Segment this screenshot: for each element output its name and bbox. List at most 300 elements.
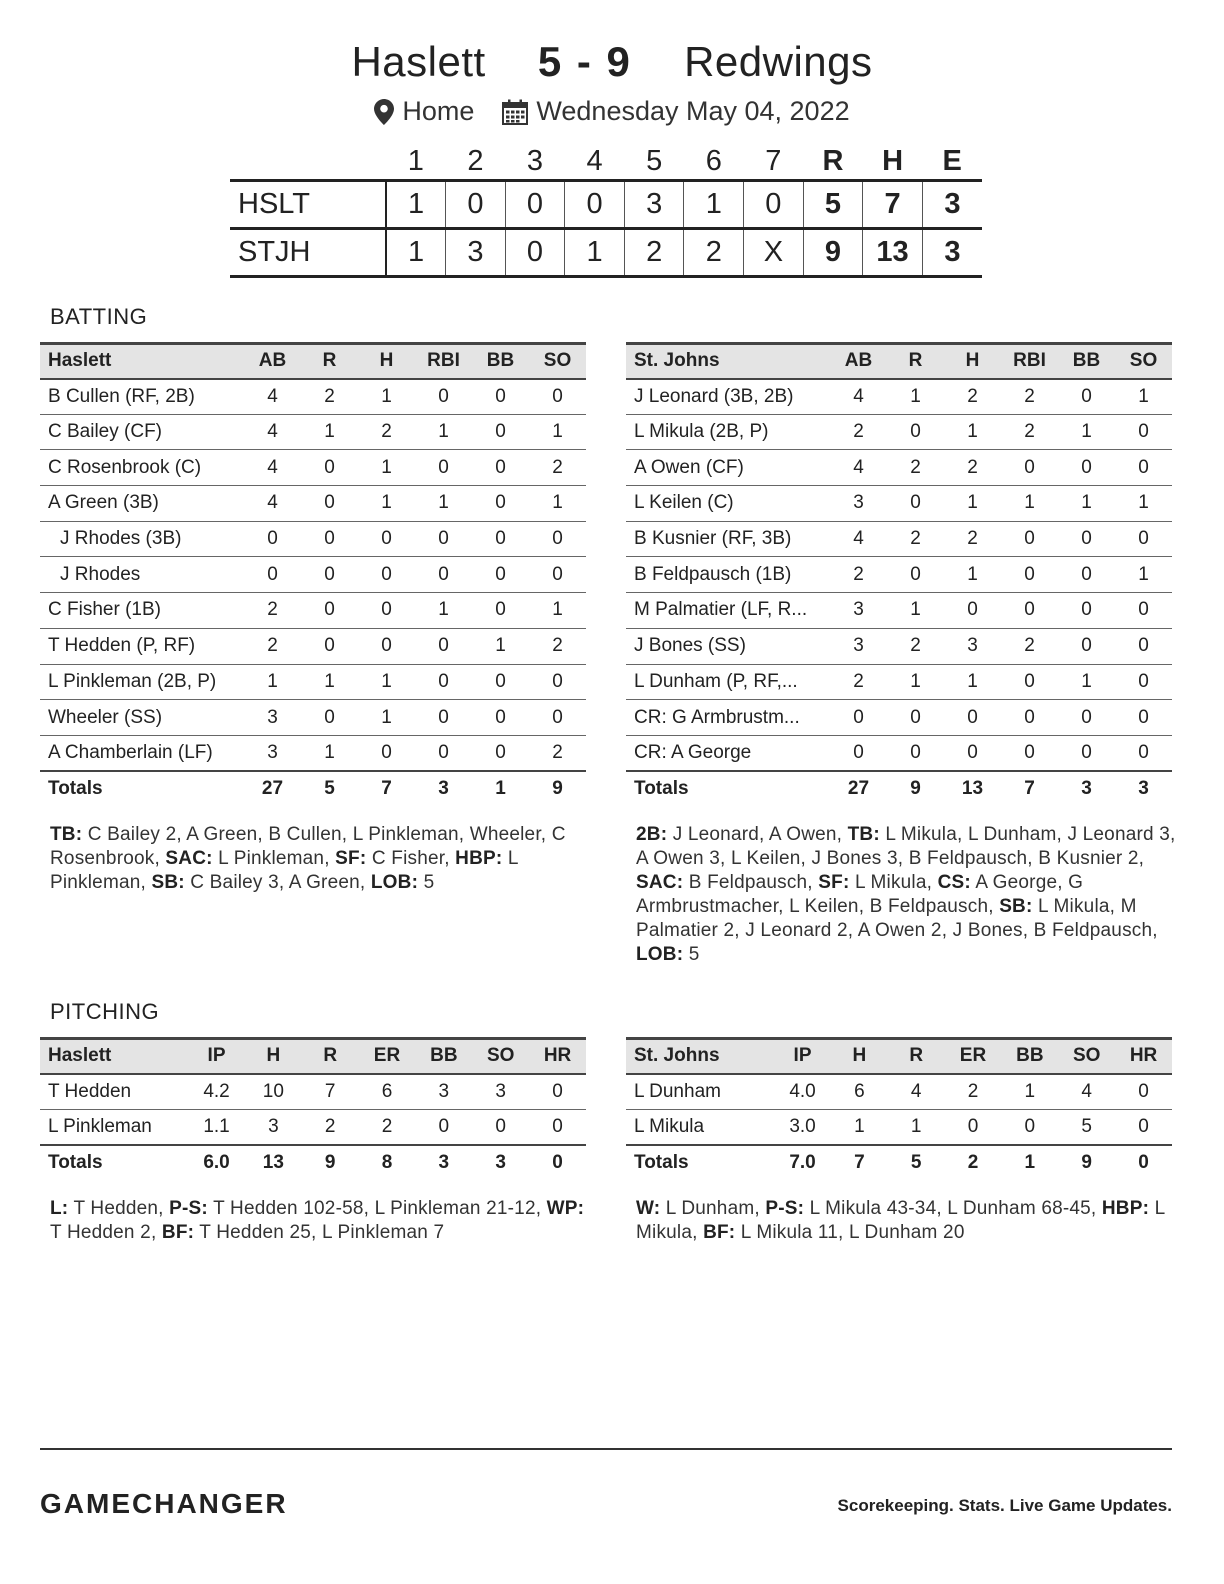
stat-cell: 4: [853, 385, 864, 407]
linescore-row-away: [230, 180, 982, 228]
stat-cell: 1: [324, 741, 335, 763]
column-header: AB: [844, 350, 873, 372]
stat-cell: 1: [910, 1115, 922, 1137]
stat-cell: 0: [552, 385, 563, 407]
inning-score: 2: [684, 228, 744, 276]
column-header: H: [266, 1045, 281, 1067]
stat-cell: 0: [1138, 528, 1149, 550]
totals-label: Totals: [634, 1151, 689, 1173]
inning-header: 4: [586, 144, 603, 177]
note-label: SF:: [818, 872, 850, 893]
stat-cell: 0: [324, 456, 335, 478]
total-cell: 3: [1081, 778, 1092, 800]
map-pin-icon: [374, 99, 394, 125]
inning-score: 3: [624, 180, 684, 228]
stat-cell: 0: [552, 670, 563, 692]
note-text: L Mikula,: [636, 1198, 1165, 1243]
stat-cell: 1: [381, 706, 392, 728]
stat-cell: 0: [1138, 599, 1149, 621]
player-row: [40, 557, 586, 593]
column-header: HR: [543, 1045, 572, 1067]
inning-score: 3: [446, 228, 506, 276]
inning-header: 6: [705, 144, 722, 177]
away-team-name: Haslett: [351, 38, 486, 85]
pitching-table-home: [626, 1037, 1172, 1180]
hits-total: 7: [863, 180, 923, 228]
note-text: L Mikula, L Dunham, J Leonard 3, A Owen 3, L Keilen, J Bones 3, B Feldpausch, B Kusnier 2,: [636, 824, 1176, 869]
stat-cell: 0: [910, 563, 921, 585]
pitching-notes-home: [636, 1197, 1176, 1245]
note-text: T Hedden,: [68, 1198, 170, 1219]
inning-header: 1: [407, 144, 424, 177]
total-cell: 0: [1138, 1151, 1149, 1173]
column-header: SO: [486, 1045, 515, 1067]
player-name: B Cullen (RF, 2B): [48, 385, 195, 407]
player-row: [626, 628, 1172, 664]
player-name: Wheeler (SS): [48, 706, 163, 728]
pitching-table-away: [40, 1037, 586, 1180]
player-name: L Mikula: [634, 1115, 705, 1137]
stat-cell: 1: [495, 635, 506, 657]
player-row: [626, 664, 1172, 700]
stat-cell: 2: [910, 528, 921, 550]
errors-total: 3: [922, 228, 982, 276]
stat-cell: 0: [438, 635, 449, 657]
total-cell: 7: [381, 778, 392, 800]
player-row: [626, 1074, 1172, 1110]
player-row: [40, 593, 586, 629]
total-cell: 5: [324, 778, 335, 800]
table-header-row: [626, 1039, 1172, 1074]
inning-score: 1: [565, 228, 625, 276]
player-row: [626, 593, 1172, 629]
note-text: L Pinkleman,: [50, 848, 518, 893]
stat-cell: 4: [267, 456, 278, 478]
stat-cell: 0: [1024, 741, 1035, 763]
stat-cell: 0: [438, 741, 449, 763]
calendar-icon: [502, 99, 528, 125]
note-label: TB:: [847, 824, 880, 845]
note-label: W:: [636, 1198, 661, 1219]
inning-score: 0: [505, 180, 565, 228]
stat-cell: 0: [495, 563, 506, 585]
totals-label: Totals: [634, 778, 689, 800]
stat-cell: 0: [438, 1115, 450, 1137]
stat-cell: 3: [268, 1115, 279, 1137]
player-row: [626, 486, 1172, 522]
stat-cell: 1: [552, 421, 563, 443]
player-name: L Dunham (P, RF,...: [634, 670, 798, 692]
note-label: SB:: [151, 872, 185, 893]
inning-header: 5: [646, 144, 663, 177]
stat-cell: 0: [1138, 741, 1149, 763]
stat-cell: 4.2: [203, 1080, 230, 1102]
total-cell: 27: [847, 778, 870, 800]
stat-cell: 1: [381, 456, 392, 478]
stat-cell: 3.0: [789, 1115, 816, 1137]
player-name: L Keilen (C): [634, 492, 734, 514]
stat-cell: 0: [967, 599, 978, 621]
note-label: L:: [50, 1198, 69, 1219]
column-header: R: [908, 350, 923, 372]
stat-cell: 4: [910, 1080, 922, 1102]
inning-score: 0: [505, 228, 565, 276]
player-name: B Kusnier (RF, 3B): [634, 528, 792, 550]
note-label: WP:: [546, 1198, 585, 1219]
team-abbr: HSLT: [230, 180, 386, 228]
stat-cell: 1: [910, 599, 921, 621]
note-text: L Mikula,: [849, 872, 938, 893]
stat-cell: 0: [1081, 456, 1092, 478]
stat-cell: 6: [381, 1080, 393, 1102]
player-row: [40, 1109, 586, 1145]
stat-cell: 0: [910, 492, 921, 514]
stat-cell: 0: [1024, 456, 1035, 478]
column-header: BB: [1016, 1045, 1044, 1067]
note-text: L Dunham,: [660, 1198, 766, 1219]
stat-cell: 0: [1138, 635, 1149, 657]
stat-cell: 1: [1138, 492, 1149, 514]
player-name: L Dunham: [634, 1080, 721, 1102]
total-cell: 2: [967, 1151, 979, 1173]
stat-cell: 0: [1081, 706, 1092, 728]
column-header: R: [323, 1045, 338, 1067]
stat-cell: 2: [267, 635, 278, 657]
stat-cell: 2: [1024, 421, 1035, 443]
note-label: SAC:: [636, 872, 684, 893]
stat-cell: 2: [552, 741, 563, 763]
stat-cell: 1: [324, 670, 335, 692]
column-header: SO: [1129, 350, 1158, 372]
hits-total: 13: [863, 228, 923, 276]
note-label: BF:: [161, 1222, 195, 1243]
stat-cell: 1: [854, 1115, 865, 1137]
team-name-header: St. Johns: [634, 350, 720, 372]
totals-row: [40, 771, 586, 806]
final-score: 5 - 9: [537, 38, 632, 85]
inning-score: 1: [684, 180, 744, 228]
column-header: R: [322, 350, 337, 372]
runs-total: 5: [803, 180, 863, 228]
note-label: SF:: [335, 848, 367, 869]
player-row: [40, 735, 586, 771]
stat-cell: 3: [267, 741, 278, 763]
player-row: [40, 700, 586, 736]
stat-cell: 0: [910, 706, 921, 728]
stat-cell: 0: [438, 670, 449, 692]
stat-cell: 1: [324, 421, 335, 443]
game-date: [502, 96, 849, 127]
stat-cell: 0: [910, 741, 921, 763]
stat-cell: 0: [495, 492, 506, 514]
inning-score: X: [744, 228, 804, 276]
date-label: Wednesday May 04, 2022: [536, 96, 850, 126]
footer-divider: [40, 1448, 1172, 1450]
stat-cell: 4.0: [789, 1080, 816, 1102]
player-row: [626, 700, 1172, 736]
inning-header: 7: [765, 144, 782, 177]
stat-cell: 0: [438, 706, 449, 728]
stat-cell: 2: [853, 421, 864, 443]
stat-cell: 3: [853, 492, 864, 514]
note-label: P-S:: [169, 1198, 208, 1219]
team-name-header: Haslett: [48, 350, 112, 372]
stat-cell: 1: [910, 670, 921, 692]
note-label: HBP:: [1101, 1198, 1150, 1219]
column-header: ER: [959, 1045, 987, 1067]
stat-cell: 0: [495, 421, 506, 443]
total-cell: 9: [552, 778, 563, 800]
stat-cell: 0: [1138, 706, 1149, 728]
stat-cell: 0: [552, 563, 563, 585]
stat-cell: 4: [853, 528, 864, 550]
stat-cell: 4: [853, 456, 864, 478]
stat-cell: 0: [438, 385, 449, 407]
stat-cell: 0: [495, 670, 506, 692]
stat-cell: 0: [1081, 741, 1092, 763]
stat-cell: 0: [267, 528, 278, 550]
player-row: [626, 735, 1172, 771]
location: [374, 96, 474, 127]
player-name: J Rhodes (3B): [60, 528, 182, 550]
stat-cell: 2: [967, 1080, 979, 1102]
total-cell: 7: [854, 1151, 865, 1173]
stat-cell: 1: [1138, 563, 1149, 585]
stat-cell: 0: [967, 1115, 979, 1137]
inning-score: 2: [624, 228, 684, 276]
stat-cell: 0: [324, 599, 335, 621]
player-row: [40, 414, 586, 450]
stat-cell: 2: [267, 599, 278, 621]
player-name: T Hedden (P, RF): [48, 635, 196, 657]
player-name: CR: G Armbrustm...: [634, 706, 800, 728]
pitching-notes-away: [50, 1197, 590, 1245]
stat-cell: 3: [438, 1080, 450, 1102]
column-header: IP: [793, 1045, 812, 1067]
total-cell: 3: [1138, 778, 1149, 800]
stat-cell: 2: [324, 1115, 336, 1137]
stat-cell: 4: [267, 385, 278, 407]
note-text: 5: [683, 944, 700, 965]
stat-cell: 0: [1024, 528, 1035, 550]
player-name: A Chamberlain (LF): [48, 741, 213, 763]
team-abbr: STJH: [230, 228, 386, 276]
column-header: AB: [258, 350, 287, 372]
table-header-row: [626, 344, 1172, 379]
note-label: TB:: [50, 824, 83, 845]
stat-cell: 0: [1024, 599, 1035, 621]
errors-header: E: [942, 144, 962, 177]
stat-cell: 0: [381, 528, 392, 550]
stat-cell: 1: [967, 563, 978, 585]
batting-table-away: [40, 342, 586, 806]
total-cell: 3: [495, 1151, 506, 1173]
player-row: [626, 379, 1172, 415]
player-name: L Pinkleman (2B, P): [48, 670, 217, 692]
stat-cell: 0: [438, 456, 449, 478]
note-text: L Mikula 11, L Dunham 20: [735, 1222, 965, 1243]
stat-cell: 4: [1081, 1080, 1092, 1102]
stat-cell: 1: [438, 599, 449, 621]
note-text: L Mikula 43-34, L Dunham 68-45,: [804, 1198, 1102, 1219]
stat-cell: 2: [910, 635, 921, 657]
total-cell: 9: [1081, 1151, 1092, 1173]
player-row: [40, 628, 586, 664]
note-label: HBP:: [455, 848, 503, 869]
stat-cell: 0: [1024, 1115, 1036, 1137]
stat-cell: 0: [1081, 599, 1092, 621]
note-text: T Hedden 102-58, L Pinkleman 21-12,: [207, 1198, 547, 1219]
linescore-row-home: [230, 228, 982, 276]
player-row: [626, 1109, 1172, 1145]
player-name: C Fisher (1B): [48, 599, 161, 621]
stat-cell: 1: [967, 670, 978, 692]
linescore-table: [230, 144, 982, 278]
inning-header: 3: [526, 144, 544, 177]
stat-cell: 0: [381, 741, 392, 763]
stat-cell: 1: [552, 599, 563, 621]
stat-cell: 0: [853, 741, 864, 763]
stat-cell: 2: [1024, 385, 1035, 407]
column-header: BB: [486, 350, 515, 372]
stat-cell: 0: [1081, 635, 1092, 657]
stat-cell: 2: [853, 563, 864, 585]
stat-cell: 1: [381, 492, 392, 514]
stat-cell: 1: [438, 421, 449, 443]
column-header: H: [852, 1045, 867, 1067]
stat-cell: 6: [854, 1080, 865, 1102]
column-header: RBI: [427, 350, 460, 372]
total-cell: 3: [438, 778, 449, 800]
note-label: 2B:: [636, 824, 668, 845]
stat-cell: 3: [853, 599, 864, 621]
stat-cell: 0: [1138, 670, 1149, 692]
stat-cell: 3: [267, 706, 278, 728]
player-name: M Palmatier (LF, R...: [634, 599, 808, 621]
stat-cell: 0: [853, 706, 864, 728]
stat-cell: 1: [1024, 492, 1035, 514]
stat-cell: 0: [381, 599, 392, 621]
stat-cell: 0: [1081, 385, 1092, 407]
stat-cell: 3: [853, 635, 864, 657]
total-cell: 3: [438, 1151, 450, 1173]
totals-row: [40, 1145, 586, 1180]
stat-cell: 3: [967, 635, 978, 657]
stat-cell: 0: [438, 528, 449, 550]
stat-cell: 0: [495, 599, 506, 621]
stat-cell: 1: [381, 385, 392, 407]
note-label: SAC:: [165, 848, 213, 869]
stat-cell: 2: [910, 456, 921, 478]
stat-cell: 0: [1081, 528, 1092, 550]
note-label: CS:: [937, 872, 971, 893]
linescore-header-row: [230, 144, 982, 180]
stat-cell: 1: [1081, 421, 1092, 443]
total-cell: 5: [910, 1151, 922, 1173]
stat-cell: 0: [495, 706, 506, 728]
stat-cell: 1: [267, 670, 278, 692]
stat-cell: 0: [324, 706, 335, 728]
batting-section-title: BATTING: [50, 304, 148, 329]
home-team-name: Redwings: [684, 38, 873, 85]
note-label: BF:: [703, 1222, 736, 1243]
stat-cell: 0: [967, 741, 978, 763]
hits-header: H: [882, 144, 904, 177]
player-name: C Bailey (CF): [48, 421, 163, 443]
stat-cell: 1: [967, 492, 978, 514]
total-cell: 8: [381, 1151, 393, 1173]
stat-cell: 2: [381, 1115, 393, 1137]
column-header: BB: [1072, 350, 1101, 372]
stat-cell: 0: [1138, 456, 1149, 478]
column-header: RBI: [1013, 350, 1046, 372]
column-header: BB: [430, 1045, 458, 1067]
player-name: J Rhodes: [60, 563, 141, 585]
stat-cell: 1: [438, 492, 449, 514]
stat-cell: 1: [1081, 492, 1092, 514]
game-meta: [0, 96, 1224, 127]
total-cell: 0: [552, 1151, 563, 1173]
batting-notes-away: [50, 823, 590, 895]
errors-total: 3: [922, 180, 982, 228]
batting-table-home: [626, 342, 1172, 806]
stat-cell: 0: [552, 1080, 563, 1102]
stat-cell: 1: [1081, 670, 1092, 692]
column-header: ER: [373, 1045, 401, 1067]
total-cell: 13: [961, 778, 984, 800]
pitching-section-title: PITCHING: [50, 999, 160, 1024]
stat-cell: 0: [1024, 670, 1035, 692]
player-name: T Hedden: [48, 1080, 132, 1102]
note-text: C Bailey 3, A Green,: [184, 872, 371, 893]
player-name: A Owen (CF): [634, 456, 744, 478]
player-name: J Leonard (3B, 2B): [634, 385, 794, 407]
stat-cell: 1: [381, 670, 392, 692]
brand-tagline: Scorekeeping. Stats. Live Game Updates.: [837, 1496, 1172, 1515]
column-header: R: [909, 1045, 924, 1067]
stat-cell: 2: [552, 635, 563, 657]
note-text: L Pinkleman,: [212, 848, 336, 869]
player-row: [626, 450, 1172, 486]
player-name: A Green (3B): [48, 492, 159, 514]
stat-cell: 2: [967, 528, 978, 550]
batting-notes-home: [636, 823, 1176, 967]
inning-header: 2: [467, 144, 484, 177]
player-row: [40, 486, 586, 522]
note-text: J Leonard, A Owen,: [667, 824, 848, 845]
column-header: SO: [1072, 1045, 1101, 1067]
stat-cell: 2: [381, 421, 392, 443]
total-cell: 7.0: [789, 1151, 816, 1173]
total-cell: 7: [1024, 778, 1035, 800]
note-text: A George, G Armbrustmacher, L Keilen, B Feldpausch,: [636, 872, 1084, 917]
stat-cell: 2: [853, 670, 864, 692]
stat-cell: 0: [1024, 706, 1035, 728]
stat-cell: 0: [324, 528, 335, 550]
stat-cell: 0: [1081, 563, 1092, 585]
total-cell: 1: [495, 778, 506, 800]
stat-cell: 2: [552, 456, 563, 478]
brand-logo: GAMECHANGER: [40, 1488, 288, 1519]
stat-cell: 2: [1024, 635, 1035, 657]
totals-label: Totals: [48, 1151, 103, 1173]
stat-cell: 2: [967, 456, 978, 478]
stat-cell: 0: [495, 741, 506, 763]
note-text: L Mikula, M Palmatier 2, J Leonard 2, A Owen 2, J Bones, B Feldpausch,: [636, 896, 1158, 941]
player-row: [40, 450, 586, 486]
stat-cell: 0: [1024, 563, 1035, 585]
player-row: [626, 521, 1172, 557]
